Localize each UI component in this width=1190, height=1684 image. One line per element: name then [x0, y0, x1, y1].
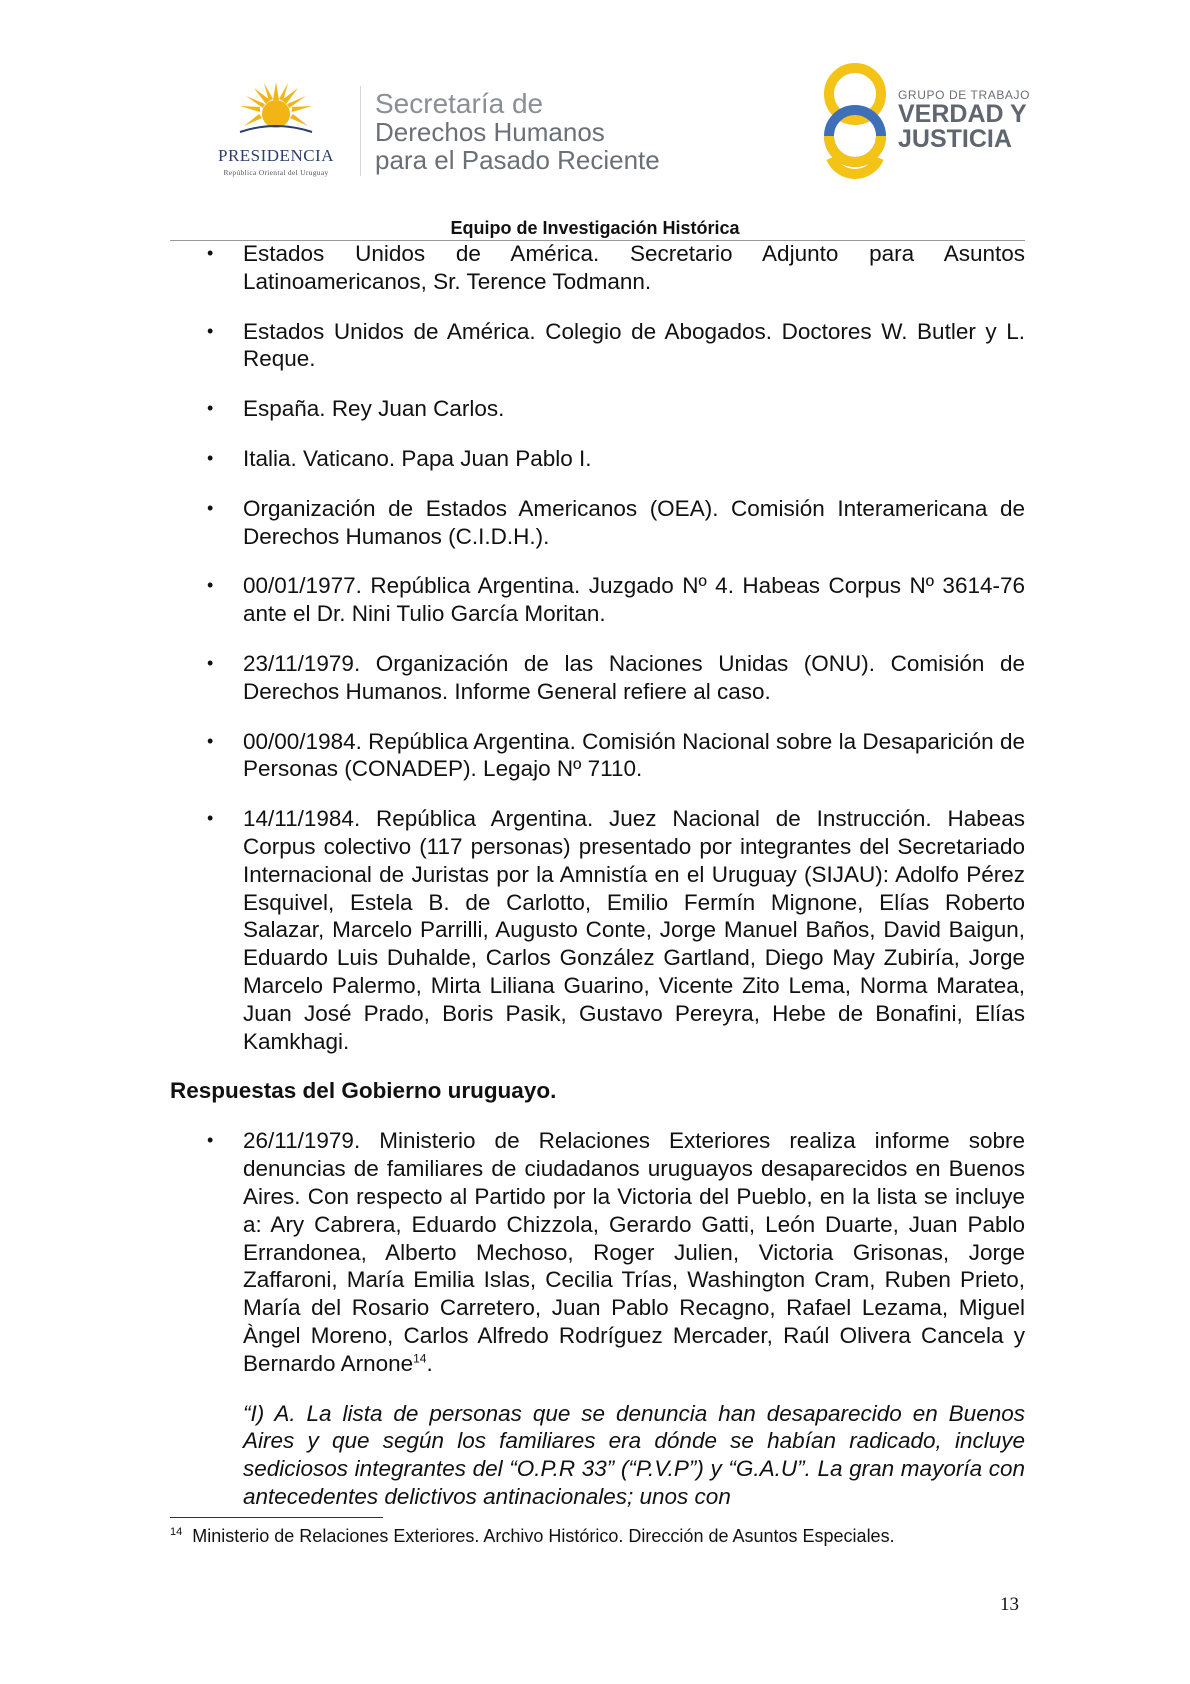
- list-item-text: 00/01/1977. República Argentina. Juzgado Nº 4. Habeas Corpus Nº 3614-76 ante el Dr. Nini Tulio García Moritan.: [243, 573, 1025, 627]
- footnote-number: 14: [170, 1526, 183, 1538]
- list-item: [170, 445, 1025, 473]
- secretaria-line-3: para el Pasado Reciente: [375, 145, 660, 175]
- list-item: [170, 728, 1025, 784]
- secretaria-title: [375, 90, 660, 174]
- footnote-reference[interactable]: 14: [413, 1351, 427, 1366]
- bullet-icon: •: [207, 320, 214, 341]
- list-item-text: Italia. Vaticano. Papa Juan Pablo I.: [243, 445, 592, 471]
- footnote-text: Ministerio de Relaciones Exteriores. Archivo Histórico. Dirección de Asuntos Especiales.: [192, 1526, 895, 1546]
- list-item-text: 00/00/1984. República Argentina. Comisión Nacional sobre la Desaparición de Personas (CONADEP). Legajo Nº 7110.: [243, 728, 1025, 782]
- team-title: Equipo de Investigación Histórica: [450, 218, 740, 238]
- secretaria-line-1: Secretaría de: [375, 88, 544, 119]
- list-item-text: 14/11/1984. República Argentina. Juez Nacional de Instrucción. Habeas Corpus colectivo (117 personas) presentado por integrantes del Secretariado Internacional de Juristas por la Amnistía en el Uruguay (SIJAU): Adolfo Pérez Esquivel, Estela B. de Carlotto, Emilio Fermín Mignone, Elías Roberto Salazar, Marcelo Parrilli, Augusto Conte, Jorge Manuel Baños, David Baigun, Eduardo Luis Duhalde, Carlos González Gartland, Diego May Zubiría, Jorge Marcelo Palermo, Mirta Liliana Guarino, Vicente Zito Lema, Norma Maratea, Juan José Prado, Boris Pasik, Gustavo Pereyra, Hebe de Bonafini, Elías Kamkhagi.: [243, 806, 1025, 1054]
- bullet-icon: •: [207, 730, 214, 751]
- bullet-icon: •: [207, 652, 214, 673]
- footnote: [170, 1526, 895, 1547]
- list-item: [170, 495, 1025, 551]
- page-header: [0, 0, 1190, 250]
- list-item-text: Estados Unidos de América. Secretario Adjunto para Asuntos Latinoamericanos, Sr. Terence Todmann.: [243, 241, 1025, 294]
- presidencia-subtitle: República Oriental del Uruguay: [223, 168, 329, 177]
- bullet-icon: •: [207, 497, 214, 518]
- bullet-icon: •: [207, 243, 214, 263]
- grupo-line-1: GRUPO DE TRABAJO: [898, 88, 1031, 102]
- list-item: [170, 572, 1025, 628]
- response-text: 26/11/1979. Ministerio de Relaciones Exteriores realiza informe sobre denuncias de familiares de ciudadanos uruguayos desaparecidos en Buenos Aires. Con respecto al Partido por la Victoria del Pueblo, en la lista se incluye a: Ary Cabrera, Eduardo Chizzola, Gerardo Gatti, León Duarte, Juan Pablo Errandonea, Alberto Mechoso, Roger Julien, Victoria Grisonas, Jorge Zaffaroni, María Emilia Islas, Cecilia Trías, Washington Cram, Ruben Prieto, María del Rosario Carretero, Juan Pablo Recagno, Rafael Lezama, Miguel Àngel Moreno, Carlos Alfredo Rodríguez Mercader, Raúl Olivera Cancela y Bernardo Arnone: [243, 1128, 1025, 1376]
- list-item-text: Organización de Estados Americanos (OEA). Comisión Interamericana de Derechos Humanos (C.I.D.H.).: [243, 495, 1025, 549]
- quote-paragraph: “I) A. La lista de personas que se denuncia han desaparecido en Buenos Aires y que según los familiares era dónde se habían radicado, incluye sediciosos integrantes del “O.P.R 33” (“P.V.P”) y “G.A.U”. La gran mayoría con antecedentes delictivos antinacionales; unos con: [243, 1400, 1025, 1509]
- list-item: [170, 240, 1025, 296]
- sun-icon: [236, 80, 316, 144]
- bullet-icon: •: [207, 447, 214, 468]
- list-item: [170, 650, 1025, 706]
- header-divider: [360, 86, 361, 176]
- response-end: .: [426, 1350, 433, 1376]
- grupo-line-3: JUSTICIA: [898, 125, 1012, 153]
- list-item: [170, 395, 1025, 423]
- list-item: [170, 318, 1025, 374]
- list-item: [170, 805, 1025, 1055]
- list-item-text: Estados Unidos de América. Colegio de Abogados. Doctores W. Butler y L. Reque.: [243, 318, 1025, 372]
- list-item-text: España. Rey Juan Carlos.: [243, 396, 505, 422]
- bullet-icon: •: [207, 1130, 214, 1151]
- page-content: [170, 240, 1025, 1511]
- list-item-text: 23/11/1979. Organización de las Naciones Unidas (ONU). Comisión de Derechos Humanos. Informe General refiere al caso.: [243, 650, 1025, 704]
- page-number: 13: [1000, 1594, 1019, 1615]
- bullet-icon: •: [207, 398, 214, 419]
- bullet-icon: •: [207, 575, 214, 596]
- presidencia-logo: [196, 80, 356, 180]
- grupo-line-2: VERDAD Y: [898, 100, 1027, 128]
- section-heading: Respuestas del Gobierno uruguayo.: [170, 1078, 557, 1104]
- secretaria-line-2: Derechos Humanos: [375, 117, 605, 147]
- grupo-trabajo-title: [898, 88, 1030, 152]
- response-item: [170, 1127, 1025, 1377]
- presidencia-name: PRESIDENCIA: [217, 146, 334, 165]
- footnote-rule: [170, 1517, 383, 1518]
- bullet-icon: •: [207, 808, 214, 829]
